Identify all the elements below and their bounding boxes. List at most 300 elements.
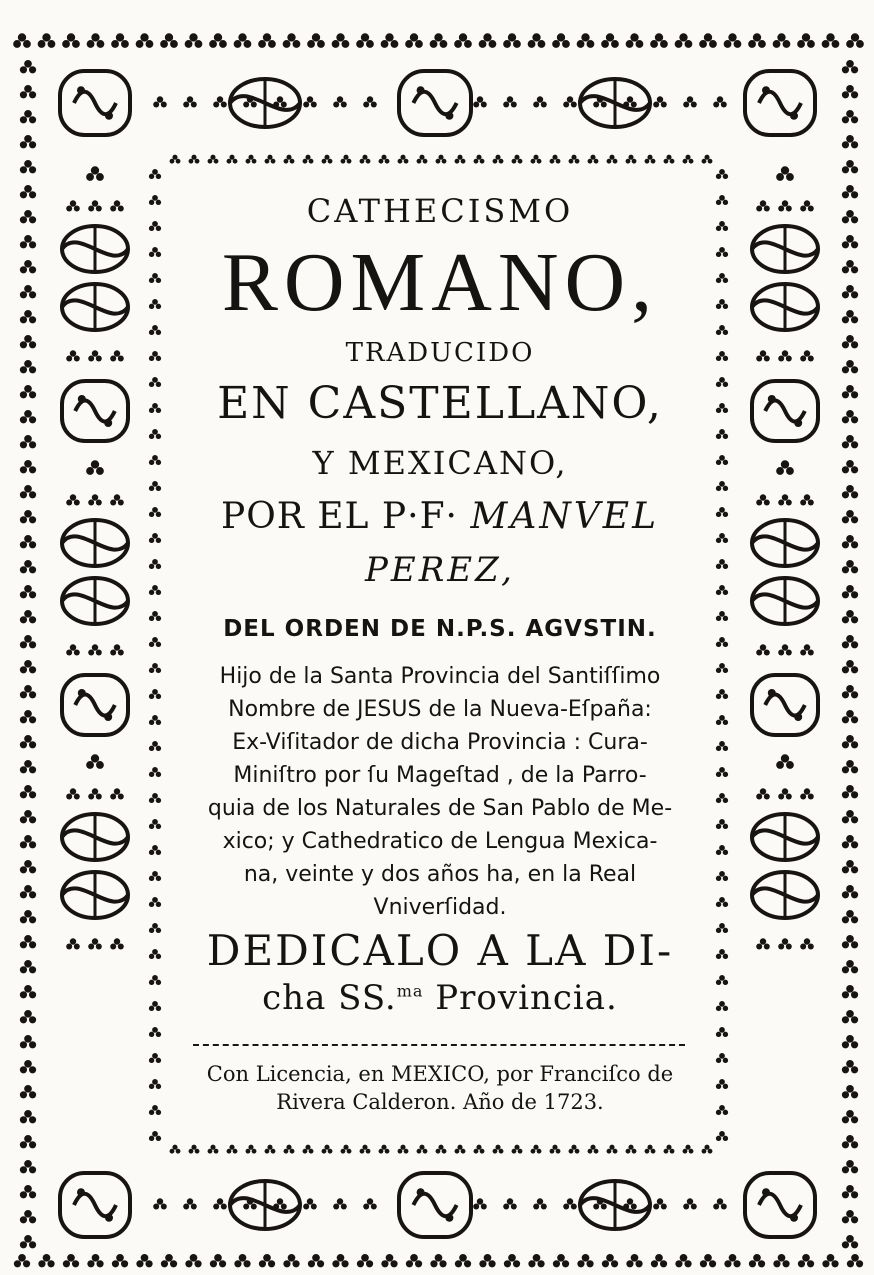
fleuron-ornament (149, 434, 154, 439)
fleuron-ornament (569, 1149, 574, 1154)
fleuron-ornament (156, 512, 161, 517)
fleuron-ornament (24, 860, 32, 868)
fleuron-ornament (114, 350, 120, 356)
fleuron-ornament (756, 944, 762, 950)
fleuron-ornament (360, 1149, 365, 1154)
fleuron-ornament (92, 644, 98, 650)
fleuron-ornament (842, 1191, 849, 1198)
fleuron-ornament (846, 735, 854, 743)
fleuron-ornament (457, 1145, 462, 1150)
fleuron-ornament (846, 760, 854, 768)
fleuron-ornament (846, 1235, 854, 1243)
fleuron-ornament (723, 538, 728, 543)
fleuron-ornament (152, 325, 158, 331)
fleuron-ornament (439, 1260, 446, 1267)
fleuron-ornament (172, 1145, 177, 1150)
fleuron-ornament (601, 102, 607, 108)
fleuron-ornament (708, 159, 713, 164)
scroll-ornament (759, 92, 801, 114)
fleuron-ornament (716, 200, 721, 205)
fleuron-ornament (552, 40, 560, 48)
fleuron-ornament (152, 715, 158, 721)
fleuron-ornament (24, 385, 32, 393)
fleuron-ornament (562, 40, 570, 48)
fleuron-ornament (846, 360, 854, 368)
fleuron-ornament (185, 40, 193, 48)
fleuron-ornament (723, 1006, 728, 1011)
fleuron-ornament (842, 841, 849, 848)
fleuron-ornament (723, 1084, 728, 1089)
fleuron-ornament (118, 500, 124, 506)
fleuron-ornament (149, 382, 154, 387)
fleuron-ornament (782, 644, 788, 650)
fleuron-ornament (851, 33, 859, 41)
fleuron-ornament (149, 408, 154, 413)
fleuron-ornament (647, 155, 652, 160)
fleuron-ornament (786, 467, 794, 475)
fleuron-ornament (499, 1149, 504, 1154)
fleuron-ornament (170, 1149, 175, 1154)
fleuron-ornament (149, 1006, 154, 1011)
fleuron-ornament (24, 1185, 32, 1193)
fleuron-ornament (277, 96, 283, 102)
fleuron-ornament (233, 1149, 238, 1154)
fleuron-ornament (846, 610, 854, 618)
fleuron-ornament (24, 1085, 32, 1093)
fleuron-ornament (156, 330, 161, 335)
fleuron-ornament (798, 1260, 805, 1267)
fleuron-ornament (152, 403, 158, 409)
fleuron-ornament (851, 591, 858, 598)
fleuron-ornament (723, 850, 728, 855)
fleuron-ornament (152, 221, 158, 227)
fleuron-ornament (251, 1204, 257, 1210)
fleuron-ornament (214, 1149, 219, 1154)
fleuron-ornament (483, 33, 491, 41)
fleuron-ornament (723, 382, 728, 387)
fleuron-ornament (846, 110, 854, 118)
fleuron-ornament (152, 793, 158, 799)
fleuron-ornament (438, 1145, 443, 1150)
fleuron-ornament (24, 460, 32, 468)
scroll-ornament (445, 112, 453, 120)
fleuron-ornament (343, 1145, 348, 1150)
scroll-ornament (790, 112, 798, 120)
fleuron-ornament (851, 866, 858, 873)
fleuron-ornament (635, 1260, 642, 1267)
fleuron-ornament (66, 500, 72, 506)
fleuron-ornament (651, 159, 656, 164)
fleuron-ornament (716, 590, 721, 595)
fleuron-ornament (541, 1204, 547, 1210)
fleuron-ornament (23, 40, 31, 48)
fleuron-ornament (229, 155, 234, 160)
fleuron-ornament (455, 159, 460, 164)
fleuron-ornament (842, 1141, 849, 1148)
fleuron-ornament (156, 486, 161, 491)
fleuron-ornament (20, 541, 27, 548)
fleuron-ornament (156, 798, 161, 803)
fleuron-ornament (251, 102, 257, 108)
fleuron-ornament (699, 40, 707, 48)
fleuron-ornament (29, 941, 36, 948)
fleuron-ornament (842, 941, 849, 948)
fleuron-ornament (719, 741, 725, 747)
fleuron-ornament (756, 794, 762, 800)
fleuron-ornament (479, 1260, 486, 1267)
author-prefix: POR EL P·F· (220, 496, 458, 537)
fleuron-ornament (18, 1254, 26, 1262)
fleuron-ornament (719, 403, 725, 409)
fleuron-ornament (556, 1149, 561, 1154)
fleuron-ornament (459, 1254, 467, 1262)
fleuron-ornament (29, 491, 36, 498)
fleuron-ornament (851, 916, 858, 923)
fleuron-ornament (723, 746, 728, 751)
fleuron-ornament (842, 491, 849, 498)
fleuron-ornament (846, 410, 854, 418)
fleuron-ornament (170, 40, 178, 48)
scroll-ornament (790, 1214, 798, 1222)
fleuron-ornament (488, 1260, 495, 1267)
fleuron-ornament (43, 1254, 51, 1262)
fleuron-ornament (307, 96, 313, 102)
fleuron-ornament (842, 516, 849, 523)
fleuron-ornament (851, 1016, 858, 1023)
fleuron-ornament (556, 159, 561, 164)
fleuron-ornament (110, 206, 116, 212)
fleuron-ornament (716, 460, 721, 465)
fleuron-ornament (233, 159, 238, 164)
fleuron-ornament (29, 1016, 36, 1023)
dedication-provincia: Provincia. (423, 978, 618, 1018)
fleuron-ornament (152, 975, 158, 981)
fleuron-ornament (307, 1198, 313, 1204)
fleuron-ornament (24, 1235, 32, 1243)
fleuron-ornament (481, 102, 487, 108)
fleuron-ornament (657, 96, 663, 102)
fleuron-ornament (851, 666, 858, 673)
fleuron-ornament (753, 1254, 761, 1262)
fleuron-ornament (782, 350, 788, 356)
scroll-ornament (445, 1214, 453, 1222)
fleuron-ornament (831, 1260, 838, 1267)
fleuron-ornament (371, 1204, 377, 1210)
fleuron-ornament (303, 1204, 309, 1210)
fleuron-ornament (210, 155, 215, 160)
fleuron-ornament (156, 954, 161, 959)
fleuron-ornament (533, 155, 538, 160)
fleuron-ornament (716, 382, 721, 387)
fleuron-ornament (385, 1149, 390, 1154)
title-line-cathecismo: CATHECISMO (306, 192, 574, 230)
fleuron-ornament (210, 1145, 215, 1150)
fleuron-ornament (29, 616, 36, 623)
fleuron-ornament (110, 794, 116, 800)
fleuron-ornament (149, 356, 154, 361)
fleuron-ornament (20, 1216, 27, 1223)
fleuron-ornament (292, 1260, 299, 1267)
fleuron-ornament (189, 33, 197, 41)
fleuron-ornament (86, 761, 94, 769)
fleuron-ornament (24, 785, 32, 793)
fleuron-ornament (48, 40, 56, 48)
fleuron-ornament (704, 1254, 712, 1262)
fleuron-ornament (20, 1241, 27, 1248)
fleuron-ornament (88, 944, 94, 950)
fleuron-ornament (20, 941, 27, 948)
fleuron-ornament (571, 1204, 577, 1210)
fleuron-ornament (717, 96, 723, 102)
fleuron-ornament (474, 159, 479, 164)
fleuron-ornament (723, 668, 728, 673)
fleuron-ornament (29, 991, 36, 998)
fleuron-ornament (851, 1041, 858, 1048)
fleuron-ornament (176, 1149, 181, 1154)
fleuron-ornament (29, 591, 36, 598)
fleuron-ornament (20, 841, 27, 848)
fleuron-ornament (96, 1260, 103, 1267)
fleuron-ornament (357, 1260, 364, 1267)
fleuron-ornament (96, 467, 104, 475)
fleuron-ornament (495, 155, 500, 160)
fleuron-ornament (528, 1260, 535, 1267)
fleuron-ornament (846, 810, 854, 818)
fleuron-ornament (152, 247, 158, 253)
fleuron-ornament (91, 33, 99, 41)
fleuron-ornament (24, 760, 32, 768)
dedication-superscript: ma (396, 981, 424, 1001)
fleuron-ornament (723, 980, 728, 985)
fleuron-ornament (464, 40, 472, 48)
description-line: Nombre de JESUS de la Nueva-Eſpaña: (228, 697, 652, 722)
fleuron-ornament (778, 944, 784, 950)
fleuron-ornament (161, 102, 167, 108)
fleuron-ornament (268, 40, 276, 48)
fleuron-ornament (851, 691, 858, 698)
fleuron-ornament (723, 226, 728, 231)
fleuron-ornament (477, 96, 483, 102)
fleuron-ornament (20, 341, 27, 348)
fleuron-ornament (704, 1145, 709, 1150)
scroll-ornament (762, 86, 770, 94)
description-line: Hijo de la Santa Provincia del Santiſſimo (219, 664, 661, 689)
fleuron-ornament (156, 824, 161, 829)
fleuron-ornament (716, 304, 721, 309)
fleuron-ornament (70, 494, 76, 500)
fleuron-ornament (324, 155, 329, 160)
fleuron-ornament (716, 1110, 721, 1115)
fleuron-ornament (24, 685, 32, 693)
fleuron-ornament (842, 66, 849, 73)
fleuron-ornament (664, 1149, 669, 1154)
fleuron-ornament (20, 191, 27, 198)
fleuron-ornament (842, 416, 849, 423)
fleuron-ornament (29, 316, 36, 323)
fleuron-ornament (24, 410, 32, 418)
fleuron-ornament (38, 1260, 45, 1267)
fleuron-ornament (430, 40, 438, 48)
fleuron-ornament (341, 1260, 348, 1267)
fleuron-ornament (24, 1060, 32, 1068)
description-line: quia de los Naturales de San Pablo de Me- (207, 796, 673, 821)
fleuron-ornament (590, 1145, 595, 1150)
fleuron-ornament (846, 210, 854, 218)
fleuron-ornament (851, 716, 858, 723)
fleuron-ornament (24, 360, 32, 368)
fleuron-ornament (110, 500, 116, 506)
fleuron-ornament (116, 1254, 124, 1262)
fleuron-ornament (760, 938, 766, 944)
fleuron-ornament (405, 40, 413, 48)
fleuron-ornament (842, 266, 849, 273)
fleuron-ornament (172, 155, 177, 160)
fleuron-ornament (66, 794, 72, 800)
fleuron-ornament (601, 40, 609, 48)
fleuron-ornament (308, 1260, 315, 1267)
fleuron-ornament (152, 663, 158, 669)
fleuron-ornament (797, 40, 805, 48)
fleuron-ornament (657, 1198, 663, 1204)
fleuron-ornament (67, 1254, 75, 1262)
fleuron-ornament (851, 1091, 858, 1098)
fleuron-ornament (156, 200, 161, 205)
fleuron-ornament (846, 885, 854, 893)
fleuron-ornament (252, 1149, 257, 1154)
fleuron-ornament (149, 304, 154, 309)
fleuron-ornament (156, 928, 161, 933)
fleuron-ornament (66, 206, 72, 212)
fleuron-ornament (96, 173, 104, 181)
fleuron-ornament (190, 1254, 198, 1262)
fleuron-ornament (683, 1149, 688, 1154)
fleuron-ornament (571, 155, 576, 160)
fleuron-ornament (415, 1260, 422, 1267)
fleuron-ornament (691, 1204, 697, 1210)
fleuron-ornament (381, 155, 386, 160)
fleuron-ornament (149, 980, 154, 985)
scroll-ornament (417, 86, 425, 94)
fleuron-ornament (29, 166, 36, 173)
fleuron-ornament (149, 486, 154, 491)
fleuron-ornament (24, 1110, 32, 1118)
fleuron-ornament (764, 206, 770, 212)
fleuron-ornament (88, 794, 94, 800)
fleuron-ornament (417, 1149, 422, 1154)
fleuron-ornament (219, 1260, 226, 1267)
fleuron-ornament (156, 642, 161, 647)
fleuron-ornament (851, 1166, 858, 1173)
fleuron-ornament (842, 466, 849, 473)
fleuron-ornament (748, 40, 756, 48)
fleuron-ornament (636, 40, 644, 48)
fleuron-ornament (385, 159, 390, 164)
fleuron-ornament (756, 650, 762, 656)
fleuron-ornament (379, 1149, 384, 1154)
fleuron-ornament (361, 1254, 369, 1262)
fleuron-ornament (822, 40, 830, 48)
fleuron-ornament (593, 102, 599, 108)
fleuron-ornament (20, 966, 27, 973)
fleuron-ornament (842, 166, 849, 173)
fleuron-ornament (719, 377, 725, 383)
fleuron-ornament (24, 935, 32, 943)
fleuron-ornament (149, 616, 154, 621)
fleuron-ornament (721, 102, 727, 108)
fleuron-ornament (723, 876, 728, 881)
fleuron-ornament (152, 533, 158, 539)
author-first-name: MANVEL (470, 496, 659, 537)
fleuron-ornament (157, 96, 163, 102)
fleuron-ornament (851, 941, 858, 948)
imprint (175, 1060, 705, 1116)
fleuron-ornament (776, 467, 784, 475)
fleuron-ornament (716, 174, 721, 179)
fleuron-ornament (20, 441, 27, 448)
fleuron-ornament (29, 1166, 36, 1173)
fleuron-ornament (804, 938, 810, 944)
dedication-line-1: DEDICALO A LA DI- (206, 926, 674, 975)
fleuron-ornament (719, 949, 725, 955)
fleuron-ornament (333, 102, 339, 108)
fleuron-ornament (185, 1260, 192, 1267)
fleuron-ornament (723, 278, 728, 283)
fleuron-ornament (719, 169, 725, 175)
fleuron-ornament (410, 33, 418, 41)
scroll-ornament (413, 92, 456, 114)
scroll-ornament (105, 112, 113, 120)
fleuron-ornament (86, 467, 94, 475)
fleuron-ornament (156, 278, 161, 283)
fleuron-ornament (773, 1260, 780, 1267)
fleuron-ornament (152, 949, 158, 955)
fleuron-ornament (332, 1260, 339, 1267)
fleuron-ornament (337, 96, 343, 102)
fleuron-ornament (537, 1149, 542, 1154)
fleuron-ornament (846, 685, 854, 693)
fleuron-ornament (248, 155, 253, 160)
fleuron-ornament (72, 40, 80, 48)
fleuron-ornament (719, 845, 725, 851)
fleuron-ornament (499, 159, 504, 164)
fleuron-ornament (645, 159, 650, 164)
fleuron-ornament (238, 33, 246, 41)
fleuron-ornament (851, 991, 858, 998)
fleuron-ornament (152, 819, 158, 825)
fleuron-ornament (851, 791, 858, 798)
fleuron-ornament (846, 40, 854, 48)
fleuron-ornament (156, 226, 161, 231)
fleuron-ornament (687, 96, 693, 102)
fleuron-ornament (170, 159, 175, 164)
fleuron-ornament (367, 96, 373, 102)
fleuron-ornament (18, 33, 26, 41)
fleuron-ornament (149, 200, 154, 205)
fleuron-ornament (20, 291, 27, 298)
fleuron-ornament (626, 1149, 631, 1154)
fleuron-ornament (704, 33, 712, 41)
fleuron-ornament (842, 1166, 849, 1173)
fleuron-ornament (114, 644, 120, 650)
fleuron-ornament (29, 341, 36, 348)
fleuron-ornament (846, 185, 854, 193)
fleuron-ornament (24, 610, 32, 618)
fleuron-ornament (20, 1066, 27, 1073)
fleuron-ornament (800, 500, 806, 506)
fleuron-ornament (827, 1254, 835, 1262)
fleuron-ornament (846, 310, 854, 318)
fleuron-ornament (645, 1149, 650, 1154)
